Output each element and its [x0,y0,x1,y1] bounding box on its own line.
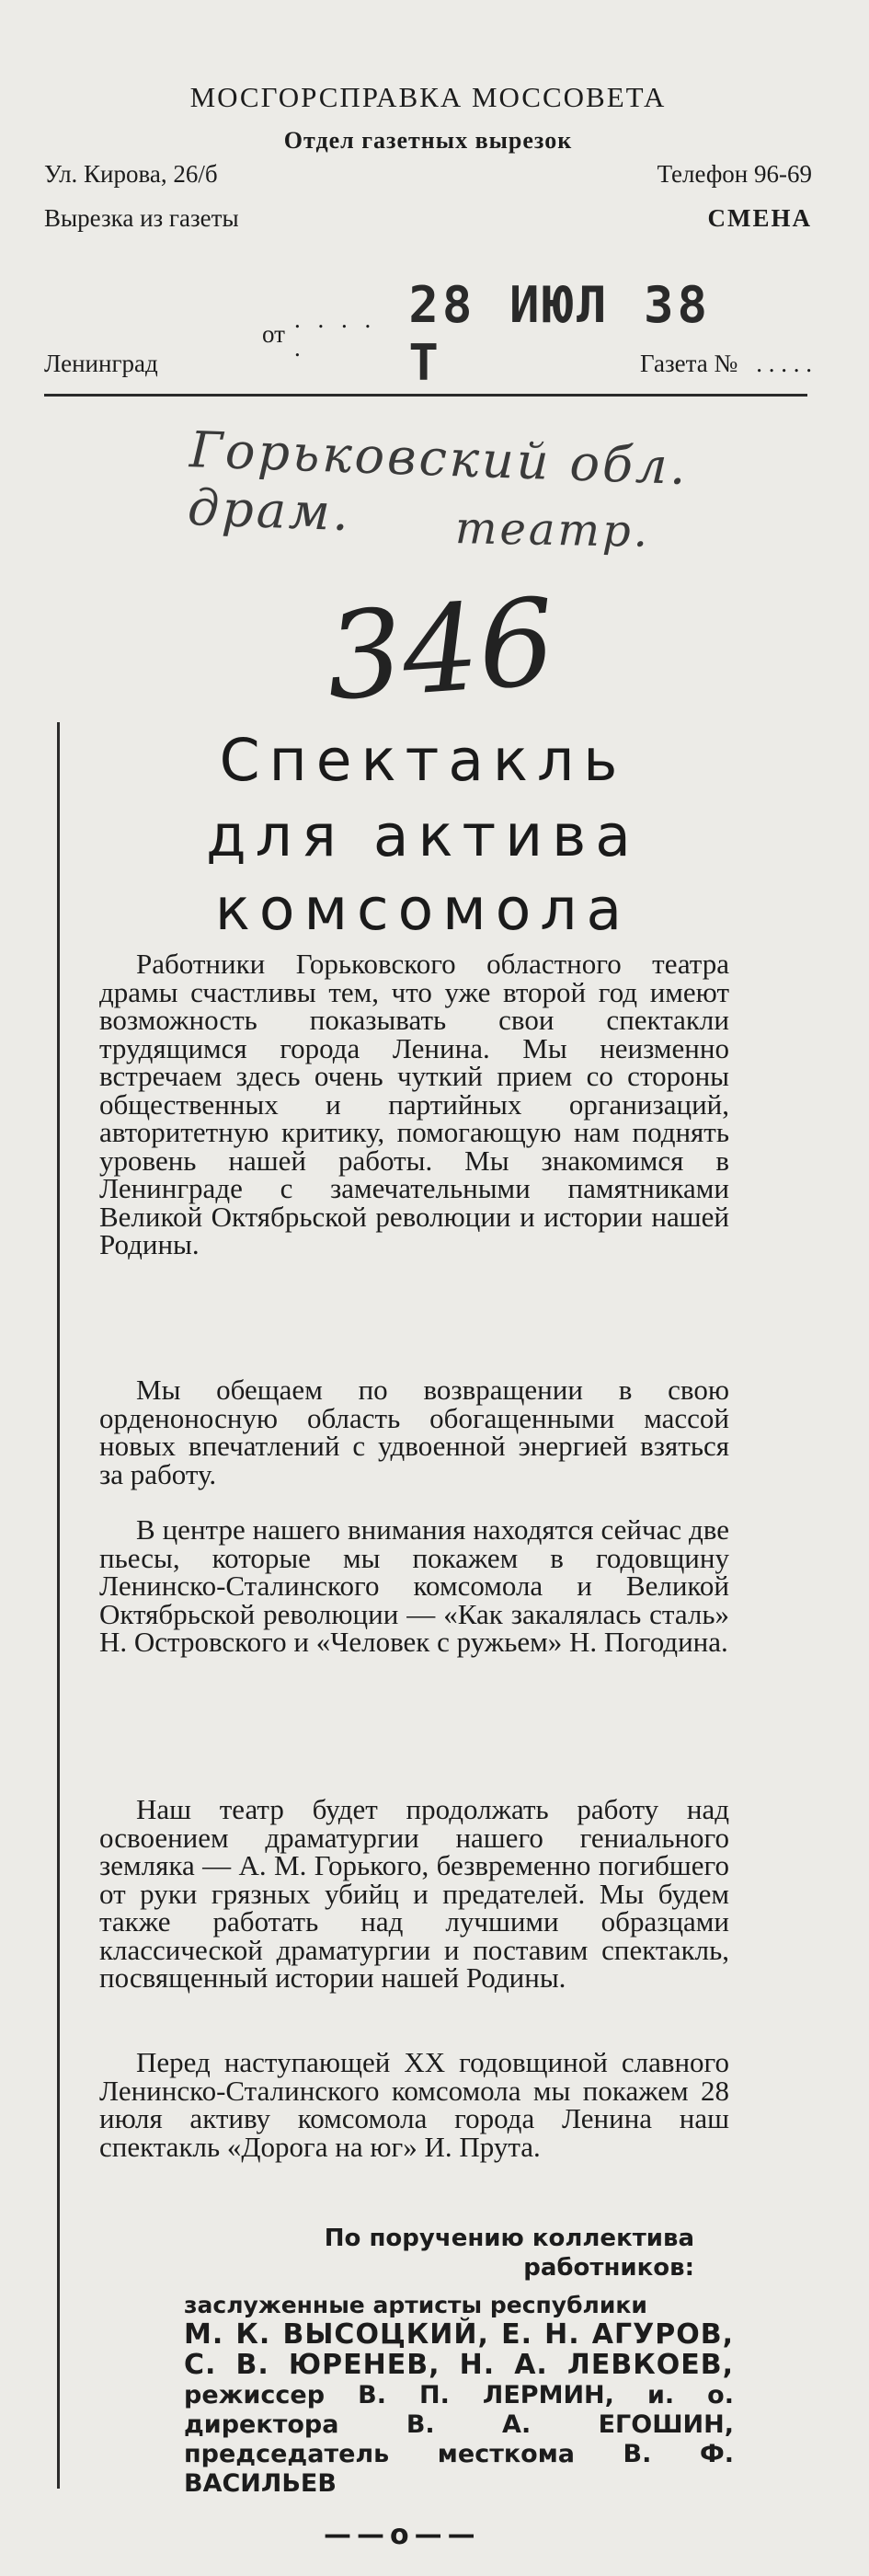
stamp-gazette [640,350,812,378]
article-paragraph: Наш театр будет продолжать работу над освоением драматургии нашего гениального земляка — А. М. Горького, безвременно погибшего от руки грязных убийц и предателей. Мы будем также работать над лучшими образцами классической драматургии и поставим спектакль, посвященный истории нашей Родины. [99,1793,729,1994]
signers-block [184,2291,734,2499]
stamp-phone: Телефон 96-69 [657,160,812,188]
signature-lead-line2: работников: [523,2254,694,2282]
clipping-left-border [57,722,60,2489]
end-ornament: ——о—— [324,2519,481,2551]
headline-line3: комсомола [214,876,632,943]
stamp-city: Ленинград [44,350,158,377]
stamp-cut-from: Вырезка из газеты [44,204,239,232]
article-paragraph: В центре нашего внимания находятся сейчас две пьесы, которые мы покажем в годовщину Ленинско-Сталинского комсомола и Великой Октябрьской революции — «Как закалялась сталь» Н. Островского и «Человек с ружьем» Н. Погодина. [99,1513,729,1658]
signature-lead [257,2224,694,2283]
stamp-from-label: от [262,319,285,348]
stamp-divider [44,394,807,397]
handwritten-note-line1: Горьковский обл. драм. [187,420,690,543]
stamp-dots: . . . . . [293,305,377,362]
signers-intro: заслуженные артисты республики [184,2292,647,2318]
handwritten-note-line2: театр. [454,502,651,558]
stamp-organization: МОСГОРСПРАВКА МОССОВЕТА [189,81,667,113]
stamp-address-row [44,160,812,189]
headline-line1: Спектакль [219,727,627,794]
stamp-source-row [44,204,812,233]
article-paragraph: Работники Горьковского областного театра драмы счастливы тем, что уже второй год имеют возможность показывать свои спектакли трудящимся города Ленина. Мы неизменно встречаем здесь очень чуткий прием со стороны общественных и партийных организаций, авторитетную критику, помогающую нам поднять уровень нашей работы. Мы знакомимся в Ленинграде с замечательными памятниками Великой Октябрьской революции и истории нашей Родины. [99,948,729,1260]
stamp-address: Ул. Кирова, 26/б [44,160,218,188]
headline-line2: для актива [206,802,640,869]
signature-lead-line1: По поручению коллектива [324,2225,694,2252]
article-paragraph: Мы обещаем по возвращении в свою орденоносную область обогащенными массой новых впечатлений с удвоенной энергией взяться за работу. [99,1374,729,1490]
signers-rest: режиссер В. П. ЛЕРМИН, и. о. директора В. А. ЕГОШИН, председатель месткома В. Ф. ВАСИЛЬЕВ [184,2381,734,2498]
stamp-paper-name: СМЕНА [707,204,812,232]
stamp-department: Отдел газетных вырезок [283,127,573,154]
date-stamp: 28 ИЮЛ 38 Т [408,276,712,392]
signers-names: М. К. ВЫСОЦКИЙ, Е. Н. АГУРОВ, С. В. ЮРЕНЕВ, Н. А. ЛЕВКОЕВ, [184,2318,734,2381]
stamp-city-row [44,350,812,378]
article-paragraph: Перед наступающей XX годовщиной славного Ленинско-Сталинского комсомола мы покажем 28 июля активу комсомола города Ленина наш спектакль «Дорога на юг» И. Прута. [99,2046,729,2163]
stamp-gazette-dots: . . . . . [756,350,812,377]
stamp-gazette-no: Газета № [640,350,738,377]
handwritten-number: 346 [322,571,560,728]
